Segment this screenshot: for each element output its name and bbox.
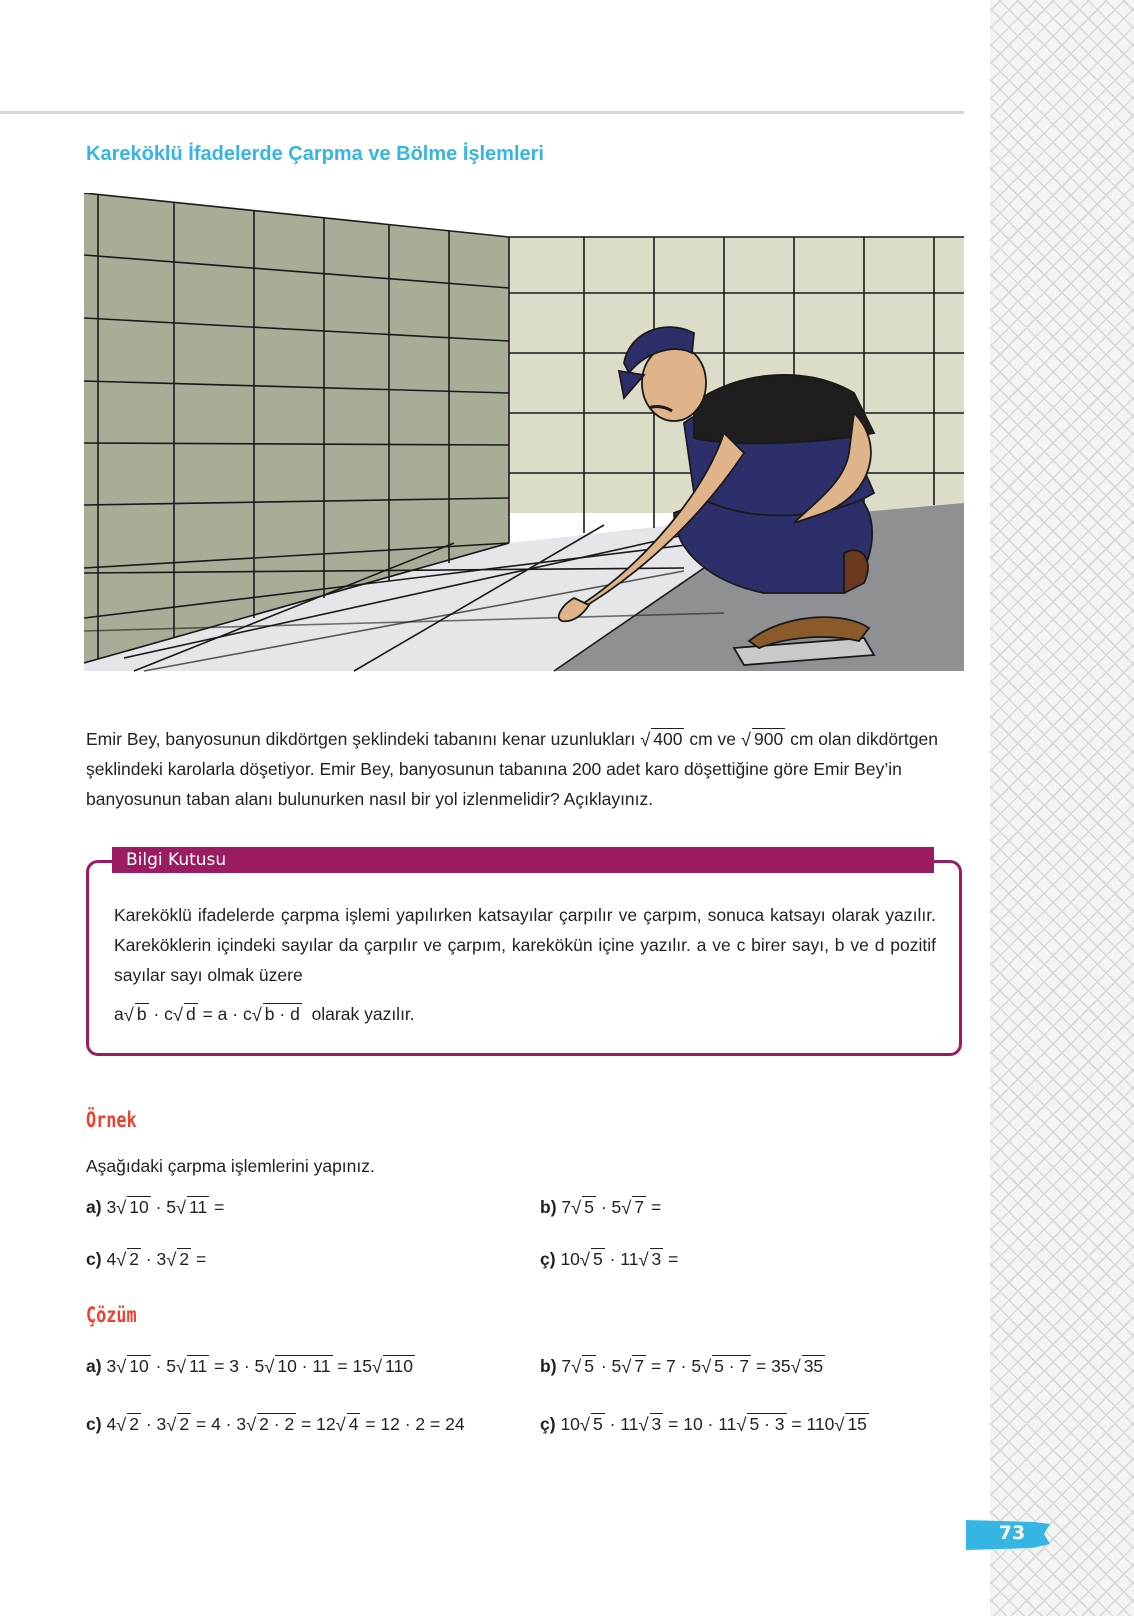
solution-item-a: a) 3√ 10 · 5√ 11 = 3 · 5√ 10 · 11 = 15√ 110 (86, 1356, 413, 1377)
tile-worker-illustration (84, 193, 964, 691)
top-rule (0, 111, 964, 114)
example-item-a: a) 3√ 10 · 5√ 11 = (86, 1197, 225, 1218)
info-box-text: Kareköklü ifadelerde çarpma işlemi yapılırken katsayılar çarpılır ve çarpım, sonuca katsayı olarak yazılır. Kareköklerin içindeki sayılar da çarpılır ve çarpım, karekökün içine yazılır. a ve c birer sayı, b ve d pozitif sayılar sayı olmak üzere (114, 905, 936, 985)
problem-text: cm olan (790, 729, 852, 749)
example-item-cedilla: ç) 10√ 5 · 11√ 3 = (540, 1249, 679, 1270)
side-pattern-strip (990, 0, 1134, 1616)
section-title: Kareköklü İfadelerde Çarpma ve Bölme İşlemleri (86, 143, 544, 165)
example-item-b: b) 7√ 5 · 5√ 7 = (540, 1197, 662, 1218)
example-item-c: c) 4√ 2 · 3√ 2 = (86, 1249, 207, 1270)
info-box-formula: a√ b · c√ d = a · c√ b · d olarak yazılır. (114, 1004, 415, 1025)
solution-item-cedilla: ç) 10√ 5 · 11√ 3 = 10 · 11√ 5 · 3 = 110√ 15 (540, 1414, 867, 1435)
problem-text: dikdörtgen şeklindeki karolarla döşetiyor. Emir Bey, banyosunun tabanına 200 adet karo döşettiğine göre Emir Bey’in banyosunun taban alanı bulunurken nasıl bir yol izlenmelidir? Açıklayınız. (86, 729, 938, 809)
solution-heading: Çözüm (86, 1303, 137, 1327)
sqrt-400: √ 400 (640, 729, 683, 750)
page-number: 73 (998, 1522, 1026, 1544)
problem-text: Emir Bey, banyosunun dikdörtgen şeklindeki tabanını kenar uzunlukları (86, 729, 636, 749)
example-heading: Örnek (86, 1108, 137, 1132)
example-instruction: Aşağıdaki çarpma işlemlerini yapınız. (86, 1156, 375, 1176)
problem-text: cm ve (689, 729, 737, 749)
solution-item-c: c) 4√ 2 · 3√ 2 = 4 · 3√ 2 · 2 = 12√ 4 = 12 · 2 = 24 (86, 1414, 465, 1435)
sqrt-900: √ 900 (740, 729, 784, 750)
solution-item-b: b) 7√ 5 · 5√ 7 = 7 · 5√ 5 · 7 = 35√ 35 (540, 1356, 824, 1377)
problem-paragraph (86, 724, 966, 814)
info-box-title: Bilgi Kutusu (112, 847, 934, 873)
